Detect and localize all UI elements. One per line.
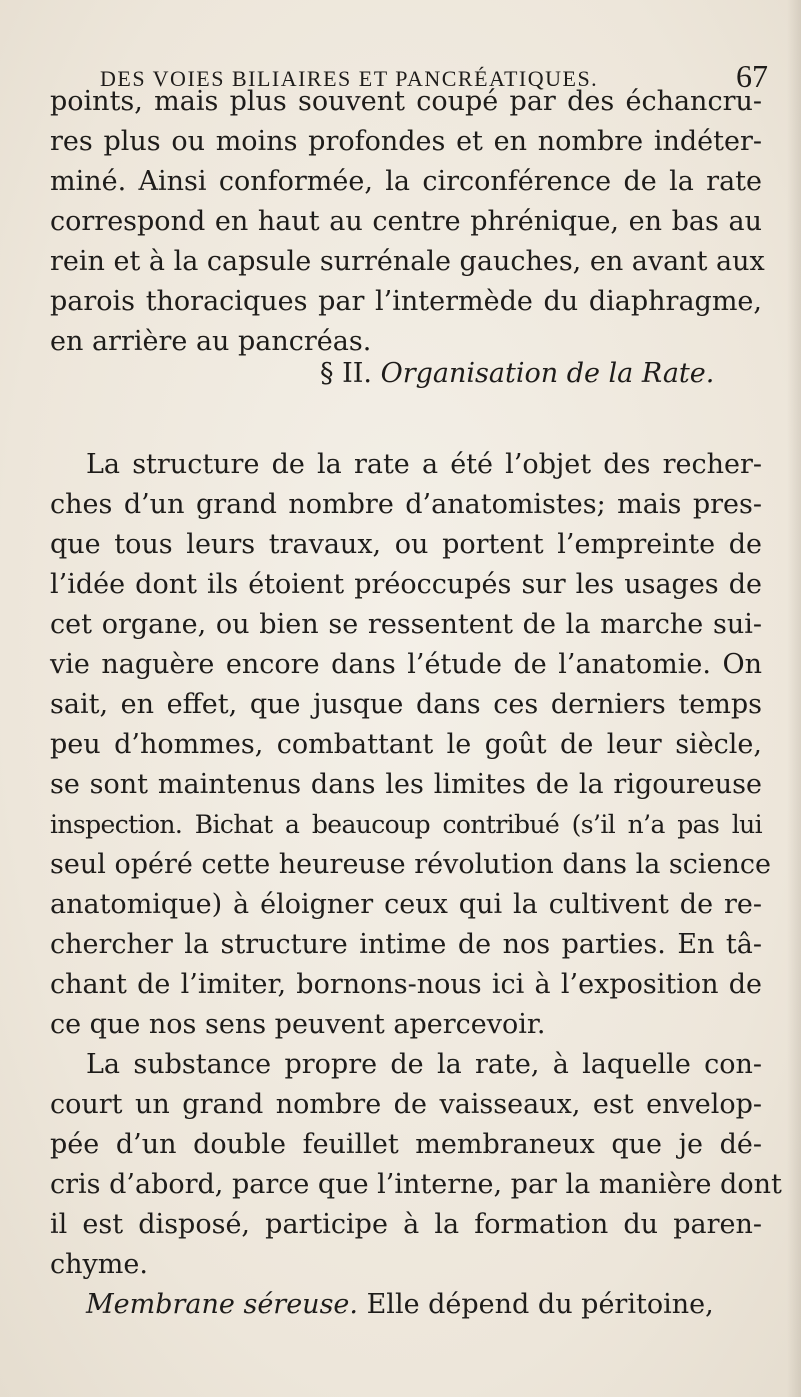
text-line: correspond en haut au centre phrénique, en bas au — [50, 206, 762, 237]
running-head: DES VOIES BILIAIRES ET PANCRÉATIQUES. — [100, 66, 599, 91]
paragraph-text: Elle dépend du péritoine, — [366, 1289, 714, 1320]
text-line: peu d’hommes, combattant le goût de leur siècle, — [50, 729, 762, 760]
text-line: il est disposé, participe à la formation du paren- — [50, 1209, 762, 1240]
text-line: inspection. Bichat a beaucoup contribué (s’il n’a pas lui — [50, 810, 762, 839]
text-line: miné. Ainsi conformée, la circonférence de la rate — [50, 166, 762, 197]
text-line: rein et à la capsule surrénale gauches, en avant aux — [50, 246, 765, 277]
section-number: § II. — [320, 358, 372, 389]
text-line: cris d’abord, parce que l’interne, par la manière dont — [50, 1169, 782, 1200]
section-title: Organisation de la Rate. — [380, 358, 715, 389]
paragraph-3 — [50, 1045, 782, 1285]
text-line: chyme. — [50, 1249, 148, 1280]
text-line: points, mais plus souvent coupé par des échancru- — [50, 86, 762, 117]
text-line: parois thoraciques par l’intermède du diaphragme, — [50, 286, 762, 317]
text-line: chercher la structure intime de nos parties. En tâ- — [50, 929, 762, 960]
text-line: en arrière au pancréas. — [50, 326, 372, 357]
text-line: vie naguère encore dans l’étude de l’anatomie. On — [50, 649, 762, 680]
text-line: anatomique) à éloigner ceux qui la cultivent de re- — [50, 889, 762, 920]
text-line: que tous leurs travaux, ou portent l’empreinte de — [50, 529, 762, 560]
section-heading — [320, 358, 714, 389]
text-line: La structure de la rate a été l’objet des recher- — [86, 449, 762, 480]
paragraph-4 — [50, 1285, 762, 1325]
text-line: seul opéré cette heureuse révolution dans la science — [50, 849, 771, 880]
text-line: ce que nos sens peuvent apercevoir. — [50, 1009, 546, 1040]
paragraph-2 — [50, 445, 771, 1045]
paragraph-1 — [50, 82, 765, 362]
text-line: court un grand nombre de vaisseaux, est envelop- — [50, 1089, 762, 1120]
text-line: chant de l’imiter, bornons-nous ici à l’exposition de — [50, 969, 762, 1000]
text-line — [50, 1285, 762, 1325]
text-line: l’idée dont ils étoient préoccupés sur les usages de — [50, 569, 762, 600]
text-line: res plus ou moins profondes et en nombre indéter- — [50, 126, 762, 157]
text-line: se sont maintenus dans les limites de la rigoureuse — [50, 769, 762, 800]
text-line: La substance propre de la rate, à laquelle con- — [86, 1049, 762, 1080]
text-line: pée d’un double feuillet membraneux que je dé- — [50, 1129, 762, 1160]
page-number: 67 — [736, 58, 768, 94]
text-line: ches d’un grand nombre d’anatomistes; mais pres- — [50, 489, 762, 520]
text-line: sait, en effet, que jusque dans ces derniers temps — [50, 689, 762, 720]
text-line: cet organe, ou bien se ressentent de la marche sui- — [50, 609, 762, 640]
paragraph-label: Membrane séreuse. — [86, 1289, 358, 1320]
page-edge-shadow — [787, 0, 801, 1397]
